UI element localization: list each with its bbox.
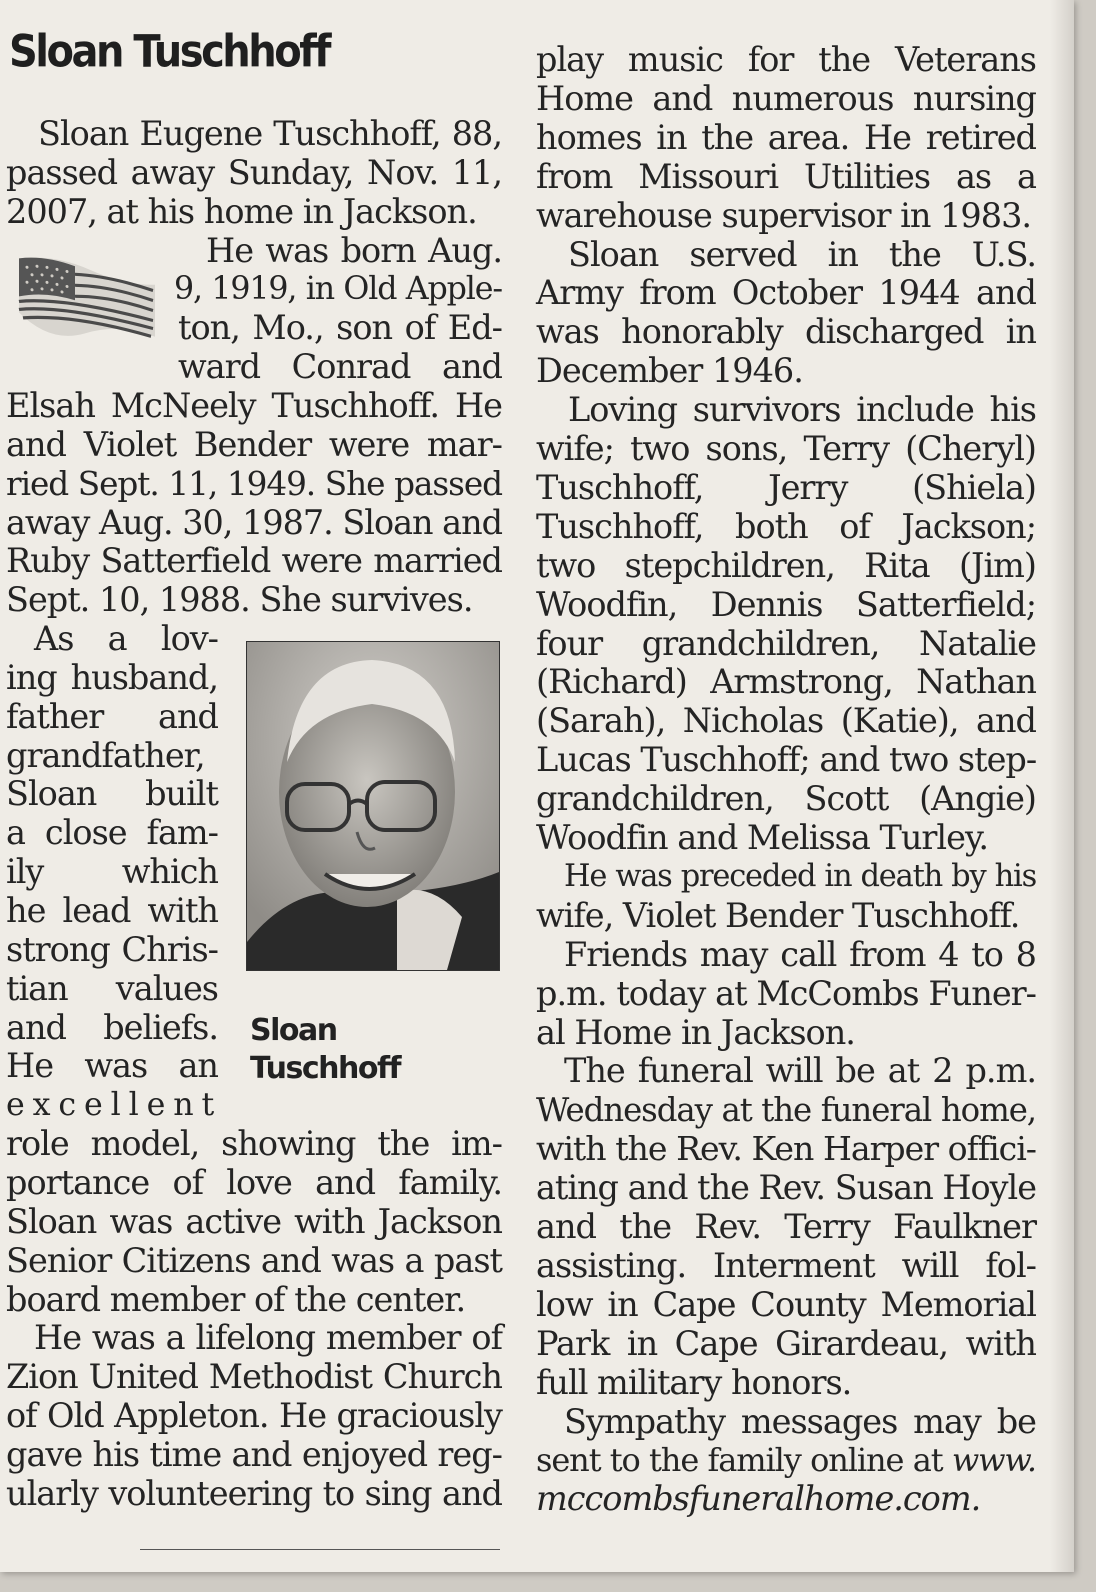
text-line: Army from October 1944 and bbox=[536, 273, 1036, 313]
text-line: with the Rev. Ken Harper offici- bbox=[536, 1129, 1036, 1169]
text-line: sent to the family online at www. bbox=[536, 1441, 1036, 1480]
text-line: Woodfin, Dennis Satterfield; bbox=[536, 584, 1036, 624]
text-line: ton, Mo., son of Ed- bbox=[178, 308, 502, 348]
text-line: December 1946. bbox=[536, 351, 803, 391]
text-line: The funeral will be at 2 p.m. bbox=[564, 1051, 1036, 1091]
text-line: wife; two sons, Terry (Cheryl) bbox=[536, 429, 1036, 468]
text-line: tian values bbox=[6, 968, 218, 1008]
text-line: Wednesday at the funeral home, bbox=[536, 1091, 1036, 1130]
text-line: of Old Appleton. He graciously bbox=[6, 1396, 502, 1436]
text-line: mccombsfuneralhome.com. bbox=[536, 1479, 981, 1519]
text-line: portance of love and family. bbox=[6, 1162, 502, 1202]
text-line: Sloan served in the U.S. bbox=[568, 234, 1036, 274]
text-line: Lucas Tuschhoff; and two step- bbox=[536, 740, 1037, 780]
text-line: He was a lifelong member of bbox=[34, 1318, 502, 1358]
text-line: and the Rev. Terry Faulkner bbox=[536, 1207, 1036, 1246]
text-line: ing husband, bbox=[6, 657, 218, 697]
text-line: Elsah McNeely Tuschhoff. He bbox=[6, 385, 502, 425]
text-line: (Sarah), Nicholas (Katie), and bbox=[536, 701, 1036, 741]
text-line: board member of the center. bbox=[6, 1279, 466, 1319]
text-line: He was born Aug. bbox=[206, 230, 502, 270]
obituary-headline: Sloan Tuschhoff bbox=[9, 26, 330, 78]
text-line: 2007, at his home in Jackson. bbox=[6, 191, 477, 231]
text-line: play music for the Veterans bbox=[536, 40, 1036, 79]
text-line: p.m. today at McCombs Funer- bbox=[536, 973, 1036, 1013]
text-line: ried Sept. 11, 1949. She passed bbox=[6, 464, 502, 503]
text-line: and Violet Bender were mar- bbox=[6, 424, 502, 464]
text-line: Zion United Methodist Church bbox=[6, 1357, 502, 1397]
text-line: (Richard) Armstrong, Nathan bbox=[536, 662, 1036, 702]
text-line: low in Cape County Memorial bbox=[536, 1284, 1036, 1324]
bottom-rule bbox=[140, 1549, 500, 1550]
text-line: 9, 1919, in Old Apple- bbox=[174, 271, 502, 308]
text-line: He was an bbox=[6, 1046, 218, 1086]
text-line: Tuschhoff, Jerry (Shiela) bbox=[536, 467, 1036, 507]
text-line: he lead with bbox=[6, 891, 218, 930]
text-line: wife, Violet Bender Tuschhoff. bbox=[536, 895, 1020, 935]
text-line: passed away Sunday, Nov. 11, bbox=[6, 152, 502, 192]
text-line: strong Chris- bbox=[6, 929, 218, 969]
text-line: two stepchildren, Rita (Jim) bbox=[536, 545, 1036, 585]
text-line: father and bbox=[6, 696, 218, 736]
text-line: Sympathy messages may be bbox=[564, 1401, 1036, 1441]
text-line: and beliefs. bbox=[6, 1007, 218, 1047]
text-line: away Aug. 30, 1987. Sloan and bbox=[6, 502, 502, 542]
paper-edge bbox=[1050, 0, 1074, 1572]
text-line: Home and numerous nursing bbox=[536, 78, 1036, 118]
american-flag-icon bbox=[15, 252, 160, 347]
portrait-photo bbox=[246, 641, 500, 971]
text-line: assisting. Interment will fol- bbox=[536, 1245, 1036, 1285]
text-line: Sloan was active with Jackson bbox=[6, 1201, 502, 1241]
text-line: grandchildren, Scott (Angie) bbox=[536, 779, 1036, 819]
text-line: warehouse supervisor in 1983. bbox=[536, 195, 1032, 235]
text-line: from Missouri Utilities as a bbox=[536, 156, 1036, 196]
text-line: ward Conrad and bbox=[178, 347, 502, 387]
text-line: ating and the Rev. Susan Hoyle bbox=[536, 1168, 1036, 1208]
text-line: Tuschhoff, both of Jackson; bbox=[536, 506, 1036, 546]
photo-caption-last: Tuschhoff bbox=[250, 1051, 401, 1086]
text-line: ularly volunteering to sing and bbox=[6, 1473, 502, 1513]
text-line: Sloan built bbox=[6, 774, 218, 814]
text-line: four grandchildren, Natalie bbox=[536, 623, 1036, 663]
text-line: Sloan Eugene Tuschhoff, 88, bbox=[38, 114, 502, 153]
text-line: was honorably discharged in bbox=[536, 312, 1036, 352]
text-line: Senior Citizens and was a past bbox=[6, 1240, 502, 1280]
photo-caption-first: Sloan bbox=[250, 1013, 337, 1048]
text-line: Friends may call from 4 to 8 bbox=[564, 934, 1036, 974]
text-line: Park in Cape Girardeau, with bbox=[536, 1323, 1036, 1363]
text-line: grandfather, bbox=[6, 735, 205, 775]
text-line: homes in the area. He retired bbox=[536, 117, 1036, 157]
text-line: gave his time and enjoyed reg- bbox=[6, 1434, 502, 1474]
text-line: Woodfin and Melissa Turley. bbox=[536, 818, 989, 857]
text-line: Loving survivors include his bbox=[568, 390, 1036, 430]
text-line: full military honors. bbox=[536, 1362, 852, 1402]
text-line: Ruby Satterfield were married bbox=[6, 541, 502, 581]
text-line: Sept. 10, 1988. She survives. bbox=[6, 580, 473, 620]
text-line: ily which bbox=[6, 852, 218, 892]
text-line: al Home in Jackson. bbox=[536, 1012, 855, 1052]
text-line: a close fam- bbox=[6, 813, 218, 853]
text-line: role model, showing the im- bbox=[6, 1124, 502, 1164]
text-line: He was preceded in death by his bbox=[564, 858, 1036, 894]
text-line: excellent bbox=[6, 1087, 223, 1124]
text-line: As a lov- bbox=[34, 619, 218, 659]
